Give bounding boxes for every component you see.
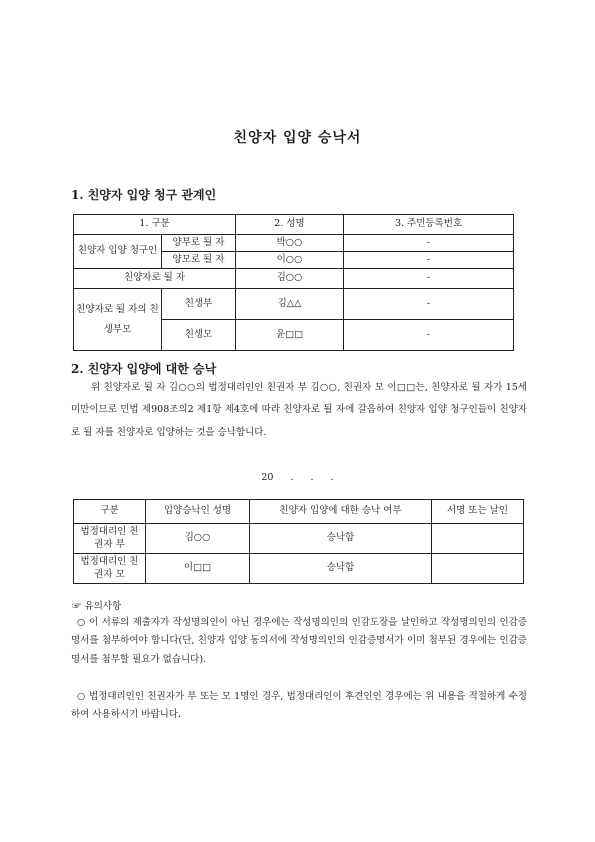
bio-parents-group-label: 친양자로 될 자의 친생부모 [74,289,162,351]
consent-row-name: 김○○ [146,524,250,554]
bio-mother-name: 윤□□ [236,320,344,351]
adoptive-father-label: 양부로 될 자 [162,235,236,252]
signature-field[interactable] [432,554,524,584]
bio-mother-label: 친생모 [162,320,236,351]
adoptive-mother-name: 이○○ [236,252,344,269]
header-name: 2. 성명 [236,215,344,235]
consent-row-name: 이□□ [146,554,250,584]
child-name: 김○○ [236,269,344,289]
consent-statement: 위 친양자로 될 자 김○○의 법정대리인인 친권자 부 김○○, 친권자 모 이□□는, 친양자로 될 자가 15세 미만이므로 민법 제908조의2 제1항 제4호에 따라 친양자로 될 자에 갈음하여 친양자 입양 청구인들이 친양자로 될 자를 친양자로 입양하는 것을 승낙합니다. [71,382,527,438]
document-title: 친양자 입양 승낙서 [233,130,362,146]
notice-heading: ☞ 유의사항 [72,601,122,612]
adoptive-father-id: - [344,235,514,252]
adoptive-mother-id: - [344,252,514,269]
bio-mother-id: - [344,320,514,351]
consent-header-consent: 친양자 입양에 대한 승낙 여부 [250,500,432,524]
consent-header-name: 입양승낙인 성명 [146,500,250,524]
consent-row-status: 승낙함 [250,554,432,584]
child-label: 친양자로 될 자 [74,269,236,289]
parties-table [73,214,514,351]
bio-father-name: 김△△ [236,289,344,320]
bio-father-label: 친생부 [162,289,236,320]
consent-row-category: 법정대리인 친권자 부 [74,524,146,554]
claimant-group-label: 친양자 입양 청구인 [74,235,162,269]
child-id: - [344,269,514,289]
header-category: 1. 구분 [74,215,236,235]
consent-header-category: 구분 [74,500,146,524]
section1-heading: 1. 친양자 입양 청구 관계인 [71,188,217,202]
adoptive-mother-label: 양모로 될 자 [162,252,236,269]
consent-row-status: 승낙함 [250,524,432,554]
notice-item: ○ 이 서류의 제출자가 작성명의인이 아닌 경우에는 작성명의인의 인감도장을 날인하고 작성명의인의 인감증명서를 첨부하여야 합니다(단, 친양자 입양 동의서에 작성명의인의 인감증명서가 이미 첨부된 경우에는 인감증명서를 첨부할 필요가 없습니다). [71,617,527,665]
signature-field[interactable] [432,524,524,554]
consent-header-signature: 서명 또는 날인 [432,500,524,524]
notice-item: ○ 법정대리인인 친권자가 부 또는 모 1명인 경우, 법정대리인이 후견인인 경우에는 위 내용을 적절하게 수정하여 사용하시기 바랍니다. [71,691,527,721]
adoptive-father-name: 박○○ [236,235,344,252]
header-id: 3. 주민등록번호 [344,215,514,235]
section2-heading: 2. 친양자 입양에 대한 승낙 [71,362,217,376]
date-line: 20 . . . [261,472,334,483]
consent-table [73,499,524,584]
bio-father-id: - [344,289,514,320]
consent-row-category: 법정대리인 친권자 모 [74,554,146,584]
